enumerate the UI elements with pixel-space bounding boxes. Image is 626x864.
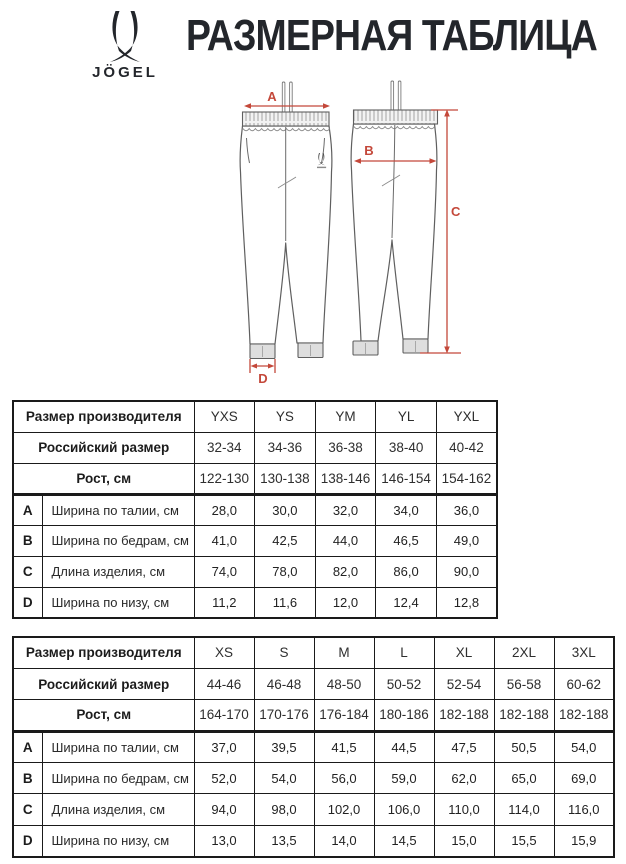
row-letter-cell: A xyxy=(13,494,42,525)
row-letter-cell: D xyxy=(13,587,42,618)
size-header-cell: S xyxy=(254,637,314,668)
size-header-cell: 182-188 xyxy=(434,700,494,731)
value-cell: 98,0 xyxy=(254,794,314,825)
value-cell: 12,4 xyxy=(376,587,437,618)
size-header-cell: 50-52 xyxy=(374,668,434,699)
value-cell: 102,0 xyxy=(314,794,374,825)
value-cell: 15,9 xyxy=(554,825,614,856)
size-table-youth xyxy=(12,400,498,619)
size-header-cell: 2XL xyxy=(494,637,554,668)
value-cell: 54,0 xyxy=(254,763,314,794)
size-header-cell: 34-36 xyxy=(255,432,316,463)
value-cell: 41,5 xyxy=(314,731,374,762)
row-letter-cell: C xyxy=(13,556,42,587)
table-header-row xyxy=(13,668,614,699)
size-header-cell: 32-34 xyxy=(194,432,255,463)
value-cell: 44,0 xyxy=(315,525,376,556)
table-row xyxy=(13,494,497,525)
size-header-cell: 38-40 xyxy=(376,432,437,463)
value-cell: 13,5 xyxy=(254,825,314,856)
table-row xyxy=(13,525,497,556)
size-header-cell: L xyxy=(374,637,434,668)
size-header-cell: YS xyxy=(255,401,316,432)
row-letter-cell: B xyxy=(13,763,42,794)
row-label-cell: Ширина по низу, см xyxy=(42,825,194,856)
value-cell: 56,0 xyxy=(314,763,374,794)
table-row xyxy=(13,731,614,762)
size-header-cell: 122-130 xyxy=(194,463,255,494)
value-cell: 54,0 xyxy=(554,731,614,762)
table-header-row xyxy=(13,700,614,731)
value-cell: 15,5 xyxy=(494,825,554,856)
value-cell: 46,5 xyxy=(376,525,437,556)
dim-label-b: B xyxy=(364,143,374,158)
size-header-cell: 170-176 xyxy=(254,700,314,731)
row-label-cell: Ширина по низу, см xyxy=(42,587,194,618)
brand-name: JÖGEL xyxy=(92,64,158,81)
value-cell: 36,0 xyxy=(436,494,497,525)
table-row xyxy=(13,587,497,618)
row-letter-cell: D xyxy=(13,825,42,856)
row-label-cell: Длина изделия, см xyxy=(42,556,194,587)
value-cell: 14,0 xyxy=(314,825,374,856)
dim-label-d: D xyxy=(258,371,268,386)
value-cell: 52,0 xyxy=(194,763,254,794)
row-letter-cell: B xyxy=(13,525,42,556)
dim-label-a: A xyxy=(267,89,277,104)
header xyxy=(0,0,626,88)
header-label-cell: Размер производителя xyxy=(13,637,194,668)
value-cell: 114,0 xyxy=(494,794,554,825)
value-cell: 69,0 xyxy=(554,763,614,794)
row-letter-cell: C xyxy=(13,794,42,825)
size-header-cell: 130-138 xyxy=(255,463,316,494)
pants-front-drawing xyxy=(240,82,332,359)
header-label-cell: Рост, см xyxy=(13,463,194,494)
value-cell: 90,0 xyxy=(436,556,497,587)
row-label-cell: Ширина по талии, см xyxy=(42,494,194,525)
brand-logo-icon xyxy=(107,11,143,63)
size-header-cell: 40-42 xyxy=(436,432,497,463)
table-row xyxy=(13,825,614,856)
size-header-cell: 56-58 xyxy=(494,668,554,699)
value-cell: 14,5 xyxy=(374,825,434,856)
value-cell: 94,0 xyxy=(194,794,254,825)
value-cell: 30,0 xyxy=(255,494,316,525)
value-cell: 11,6 xyxy=(255,587,316,618)
size-header-cell: YM xyxy=(315,401,376,432)
size-header-cell: XS xyxy=(194,637,254,668)
table-row xyxy=(13,556,497,587)
value-cell: 44,5 xyxy=(374,731,434,762)
size-header-cell: 48-50 xyxy=(314,668,374,699)
value-cell: 39,5 xyxy=(254,731,314,762)
value-cell: 11,2 xyxy=(194,587,255,618)
size-header-cell: 176-184 xyxy=(314,700,374,731)
row-label-cell: Ширина по бедрам, см xyxy=(42,525,194,556)
value-cell: 13,0 xyxy=(194,825,254,856)
size-header-cell: 46-48 xyxy=(254,668,314,699)
value-cell: 65,0 xyxy=(494,763,554,794)
value-cell: 82,0 xyxy=(315,556,376,587)
value-cell: 15,0 xyxy=(434,825,494,856)
pants-size-diagram xyxy=(228,80,476,398)
header-label-cell: Размер производителя xyxy=(13,401,194,432)
size-header-cell: 182-188 xyxy=(554,700,614,731)
size-header-cell: 52-54 xyxy=(434,668,494,699)
value-cell: 116,0 xyxy=(554,794,614,825)
dim-arrow-d xyxy=(250,359,275,386)
value-cell: 110,0 xyxy=(434,794,494,825)
size-header-cell: 182-188 xyxy=(494,700,554,731)
value-cell: 78,0 xyxy=(255,556,316,587)
table-header-row xyxy=(13,637,614,668)
header-label-cell: Российский размер xyxy=(13,668,194,699)
size-header-cell: M xyxy=(314,637,374,668)
table-row xyxy=(13,763,614,794)
value-cell: 12,8 xyxy=(436,587,497,618)
size-header-cell: 180-186 xyxy=(374,700,434,731)
page-title: РАЗМЕРНАЯ ТАБЛИЦА xyxy=(186,11,597,60)
value-cell: 32,0 xyxy=(315,494,376,525)
value-cell: 47,5 xyxy=(434,731,494,762)
size-header-cell: 3XL xyxy=(554,637,614,668)
size-header-cell: XL xyxy=(434,637,494,668)
value-cell: 42,5 xyxy=(255,525,316,556)
value-cell: 59,0 xyxy=(374,763,434,794)
size-header-cell: YL xyxy=(376,401,437,432)
table-row xyxy=(13,794,614,825)
value-cell: 49,0 xyxy=(436,525,497,556)
value-cell: 106,0 xyxy=(374,794,434,825)
row-letter-cell: A xyxy=(13,731,42,762)
size-header-cell: YXL xyxy=(436,401,497,432)
dim-label-c: C xyxy=(451,204,461,219)
pants-back-drawing xyxy=(351,81,437,355)
size-header-cell: 36-38 xyxy=(315,432,376,463)
size-header-cell: YXS xyxy=(194,401,255,432)
row-label-cell: Ширина по бедрам, см xyxy=(42,763,194,794)
dim-arrow-a xyxy=(244,89,330,109)
value-cell: 28,0 xyxy=(194,494,255,525)
row-label-cell: Ширина по талии, см xyxy=(42,731,194,762)
header-label-cell: Российский размер xyxy=(13,432,194,463)
size-header-cell: 164-170 xyxy=(194,700,254,731)
size-header-cell: 138-146 xyxy=(315,463,376,494)
value-cell: 37,0 xyxy=(194,731,254,762)
value-cell: 62,0 xyxy=(434,763,494,794)
value-cell: 86,0 xyxy=(376,556,437,587)
value-cell: 50,5 xyxy=(494,731,554,762)
size-header-cell: 146-154 xyxy=(376,463,437,494)
table-header-row xyxy=(13,432,497,463)
size-table-adult xyxy=(12,636,615,858)
value-cell: 74,0 xyxy=(194,556,255,587)
value-cell: 12,0 xyxy=(315,587,376,618)
table-header-row xyxy=(13,401,497,432)
row-label-cell: Длина изделия, см xyxy=(42,794,194,825)
size-header-cell: 154-162 xyxy=(436,463,497,494)
value-cell: 41,0 xyxy=(194,525,255,556)
table-header-row xyxy=(13,463,497,494)
value-cell: 34,0 xyxy=(376,494,437,525)
size-header-cell: 60-62 xyxy=(554,668,614,699)
header-label-cell: Рост, см xyxy=(13,700,194,731)
size-header-cell: 44-46 xyxy=(194,668,254,699)
